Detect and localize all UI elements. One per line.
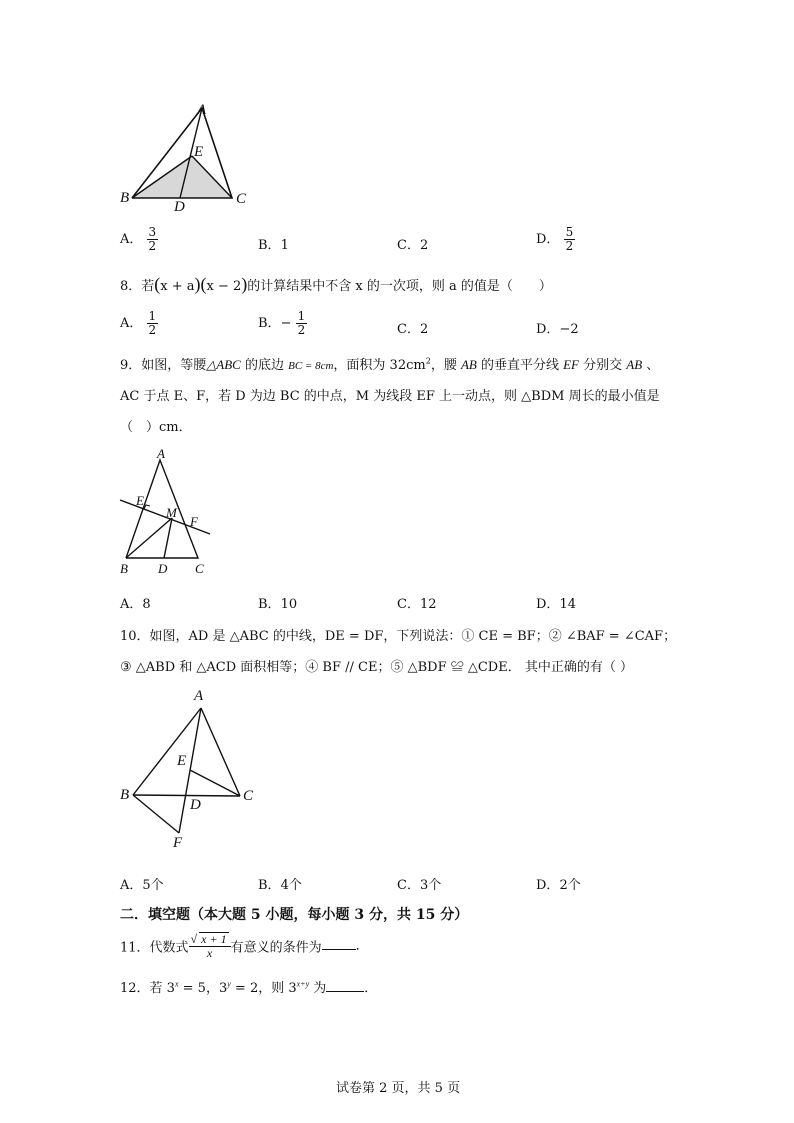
- numerator: 1: [148, 309, 157, 323]
- q7-option-d[interactable]: [536, 226, 575, 253]
- question-9-line1: [120, 354, 659, 373]
- q8-option-a[interactable]: [120, 310, 158, 337]
- q10-option-c[interactable]: [397, 874, 441, 893]
- option-letter: C．: [397, 597, 420, 612]
- math: AB: [460, 357, 477, 372]
- fig1-label-b: B: [120, 190, 130, 206]
- option-letter: A．: [120, 316, 143, 331]
- q11-end: ．: [355, 938, 369, 954]
- option-letter: D．: [536, 878, 560, 893]
- fig3-label-b: B: [120, 787, 130, 803]
- fig2-label-m: M: [166, 505, 177, 520]
- q10-option-a[interactable]: [120, 874, 164, 893]
- option-text: 8: [142, 597, 151, 612]
- q9-option-a[interactable]: [120, 593, 151, 612]
- text: = 5，3: [178, 981, 228, 996]
- option-text: 2个: [559, 878, 581, 893]
- option-text: 4个: [280, 878, 302, 893]
- math: EF: [563, 357, 579, 372]
- q11-answer-blank[interactable]: [322, 937, 356, 950]
- fig1-label-a: A: [197, 102, 207, 118]
- figure-triangle-median: [125, 700, 255, 840]
- option-letter: A．: [120, 878, 143, 893]
- fig1-label-e: E: [194, 144, 204, 160]
- option-sign: −: [280, 316, 292, 331]
- option-letter: D．: [536, 232, 560, 247]
- option-letter: C．: [397, 322, 420, 337]
- denominator: 2: [148, 239, 157, 253]
- numerator: 5: [565, 225, 574, 239]
- text: 、: [642, 358, 660, 373]
- numerator: 1: [297, 309, 306, 323]
- option-text: 14: [559, 597, 576, 612]
- fig3-label-a: A: [194, 688, 204, 704]
- text: 9．如图，等腰: [120, 358, 207, 373]
- option-text: −2: [559, 322, 579, 337]
- text: ，腰: [430, 358, 461, 373]
- option-letter: B．: [258, 597, 281, 612]
- q10-option-b[interactable]: [258, 874, 302, 893]
- page-footer: 试卷第 2 页，共 5 页: [336, 1081, 461, 1096]
- fig2-label-d: D: [158, 561, 168, 576]
- q9-option-d[interactable]: [536, 593, 576, 612]
- q10-option-d[interactable]: [536, 874, 581, 893]
- text: 12．若 3: [120, 981, 175, 996]
- denominator: 2: [148, 323, 157, 337]
- denominator: x: [206, 946, 213, 960]
- option-letter: A．: [120, 232, 143, 247]
- option-text: 2: [419, 238, 429, 253]
- numerator: x + 1: [201, 932, 227, 946]
- option-letter: B．: [258, 878, 281, 893]
- fig3-label-d: D: [190, 797, 201, 813]
- denominator: 2: [297, 323, 306, 337]
- figure-triangle-perpendicular-bisector: [110, 448, 220, 570]
- q8-option-c[interactable]: [397, 318, 428, 337]
- question-9-line3: （ ）cm．: [120, 420, 192, 435]
- option-letter: D．: [536, 597, 560, 612]
- text: = 2，则 3: [230, 981, 297, 996]
- q8-option-d[interactable]: [536, 318, 579, 337]
- math: △ABC: [206, 357, 241, 372]
- option-text: 1: [280, 238, 289, 253]
- math: BC = 8cm: [288, 360, 334, 372]
- q9-option-b[interactable]: [258, 593, 297, 612]
- option-letter: C．: [397, 878, 420, 893]
- q8-option-b[interactable]: [258, 310, 307, 337]
- q9-option-c[interactable]: [397, 593, 437, 612]
- math: AB: [626, 357, 643, 372]
- option-letter: A．: [120, 597, 143, 612]
- q7-option-c[interactable]: [397, 234, 428, 253]
- section-title-fill-in: 二．填空题（本大题 5 小题，每小题 3 分，共 15 分）: [120, 907, 469, 923]
- q7-option-b[interactable]: [258, 234, 289, 253]
- option-text: 3个: [419, 878, 442, 893]
- fig2-label-b: B: [120, 561, 128, 576]
- superscript: y: [227, 979, 231, 989]
- option-text: 12: [419, 597, 437, 612]
- option-letter: B．: [258, 238, 281, 253]
- q11-fraction: $\frac{√ x + 1}{x}$: [189, 932, 231, 960]
- fig1-label-d: D: [174, 199, 185, 215]
- fig3-label-f: F: [173, 835, 183, 851]
- text: 的底边: [240, 358, 289, 373]
- q11-suffix: 有意义的条件为: [230, 940, 322, 956]
- fig3-label-c: C: [243, 788, 254, 804]
- question-11: [120, 932, 369, 960]
- option-text: 10: [280, 597, 298, 612]
- fig3-label-e: E: [177, 753, 187, 769]
- option-letter: D．: [536, 322, 560, 337]
- option-letter: B．: [258, 316, 281, 331]
- option-text: 2: [419, 322, 429, 337]
- option-letter: C．: [397, 238, 420, 253]
- fig1-label-c: C: [236, 191, 247, 207]
- text: 的垂直平分线: [476, 358, 564, 373]
- fig2-label-f: F: [190, 514, 198, 529]
- q8-prefix: 8．若: [120, 279, 155, 294]
- fig2-label-e: E: [136, 493, 144, 508]
- fig2-label-c: C: [195, 561, 204, 576]
- q11-prefix: 11．代数式: [120, 940, 189, 956]
- q8-expr1: x + a: [160, 279, 195, 294]
- option-text: 5个: [142, 878, 164, 893]
- superscript: x+y: [296, 979, 310, 989]
- q8-expr2: x − 2: [206, 279, 242, 294]
- text: ，面积为 32cm: [333, 358, 426, 373]
- q8-suffix: 的计算结果中不含 x 的一次项，则 a 的值是（ ）: [247, 279, 552, 294]
- text: 分别交: [579, 358, 627, 373]
- superscript: x: [174, 979, 179, 989]
- question-8: 8．若(x + a)(x − 2)的计算结果中不含 x 的一次项，则 a 的值是（ ）: [120, 274, 552, 294]
- q12-answer-blank[interactable]: [326, 979, 364, 992]
- text: 为: [309, 981, 327, 996]
- q7-option-a[interactable]: [120, 226, 158, 253]
- question-12: [120, 977, 377, 996]
- question-10-line1: 10．如图，AD 是 △ABC 的中线，DE = DF，下列说法：① CE = BF；② ∠BAF = ∠CAF；: [120, 629, 677, 644]
- superscript: 2: [425, 356, 431, 366]
- fig2-label-a: A: [157, 446, 165, 461]
- text: ．: [364, 981, 378, 996]
- question-10-line2: ③ △ABD 和 △ACD 面积相等；④ BF // CE；⑤ △BDF ≌ △CDE． 其中正确的有（ ）: [120, 660, 633, 675]
- denominator: 2: [565, 239, 574, 253]
- question-9-line2: AC 于点 E、F，若 D 为边 BC 的中点，M 为线段 EF 上一动点，则 △BDM 周长的最小值是: [120, 389, 660, 404]
- numerator: 3: [148, 225, 157, 239]
